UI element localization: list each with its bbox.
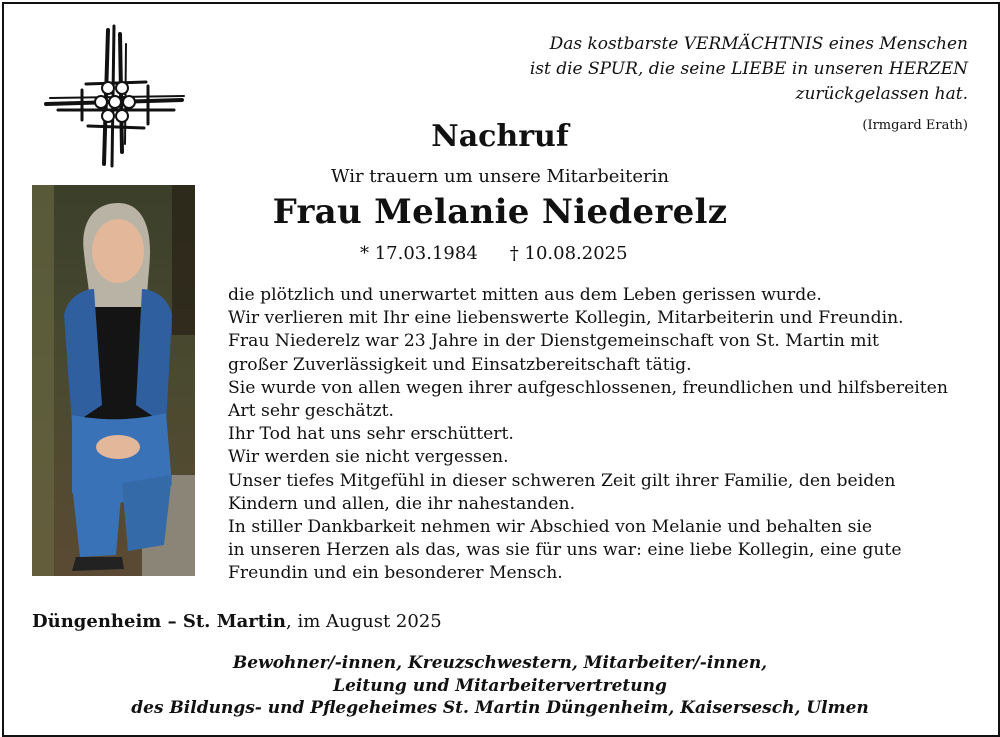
death-date: † 10.08.2025 — [509, 243, 628, 264]
deceased-name: Frau Melanie Niederelz — [272, 192, 728, 232]
signature-line: Leitung und Mitarbeitervertretung — [333, 675, 667, 696]
birth-date: * 17.03.1984 — [360, 243, 478, 264]
place-and-date — [32, 611, 442, 632]
obituary-text — [228, 284, 948, 586]
signature-block — [100, 652, 900, 720]
text-line: Wir werden sie nicht vergessen. — [228, 447, 509, 468]
text-line: Sie wurde von allen wegen ihrer aufgeschlossenen, freundlichen und hilfsbereiten — [228, 377, 948, 398]
signature-line: des Bildungs- und Pflegeheimes St. Martin Düngenheim, Kaisersesch, Ulmen — [131, 698, 869, 718]
text-line: Wir verlieren mit Ihr eine liebenswerte Kollegin, Mitarbeiterin und Freundin. — [228, 308, 904, 329]
life-dates — [360, 243, 628, 264]
notice-date: , im August 2025 — [286, 611, 442, 632]
quote — [530, 32, 968, 107]
text-line: die plötzlich und unerwartet mitten aus dem Leben gerissen wurde. — [228, 285, 822, 305]
text-line: Unser tiefes Mitgefühl in dieser schweren Zeit gilt ihrer Familie, den beiden — [228, 470, 896, 491]
quote-line: zurückgelassen hat. — [795, 84, 968, 104]
quote-line: Das kostbarste VERMÄCHTNIS eines Menschen — [549, 34, 968, 54]
quote-author: (Irmgard Erath) — [862, 118, 968, 133]
memorial-cross-icon — [42, 24, 188, 170]
text-line: in unseren Herzen als das, was sie für uns war: eine liebe Kollegin, eine gute — [228, 540, 902, 561]
intro-text: Wir trauern um unsere Mitarbeiterin — [331, 166, 669, 187]
text-line: Ihr Tod hat uns sehr erschüttert. — [228, 424, 514, 445]
text-line: Kindern und allen, die ihr nahestanden. — [228, 493, 576, 514]
text-line: Art sehr geschätzt. — [228, 401, 395, 422]
text-line: Frau Niederelz war 23 Jahre in der Dienstgemeinschaft von St. Martin mit — [228, 331, 879, 352]
place-name: Düngenheim – St. Martin — [32, 611, 287, 632]
text-line: In stiller Dankbarkeit nehmen wir Abschied von Melanie und behalten sie — [228, 517, 873, 538]
page-title: Nachruf — [431, 119, 569, 154]
signature-line: Bewohner/-innen, Kreuzschwestern, Mitarbeiter/-innen, — [232, 653, 768, 673]
quote-line: ist die SPUR, die seine LIEBE in unseren HERZEN — [529, 59, 968, 79]
text-line: Freundin und ein besonderer Mensch. — [228, 563, 563, 584]
portrait-photo — [32, 185, 195, 576]
text-line: großer Zuverlässigkeit und Einsatzbereitschaft tätig. — [228, 354, 692, 375]
